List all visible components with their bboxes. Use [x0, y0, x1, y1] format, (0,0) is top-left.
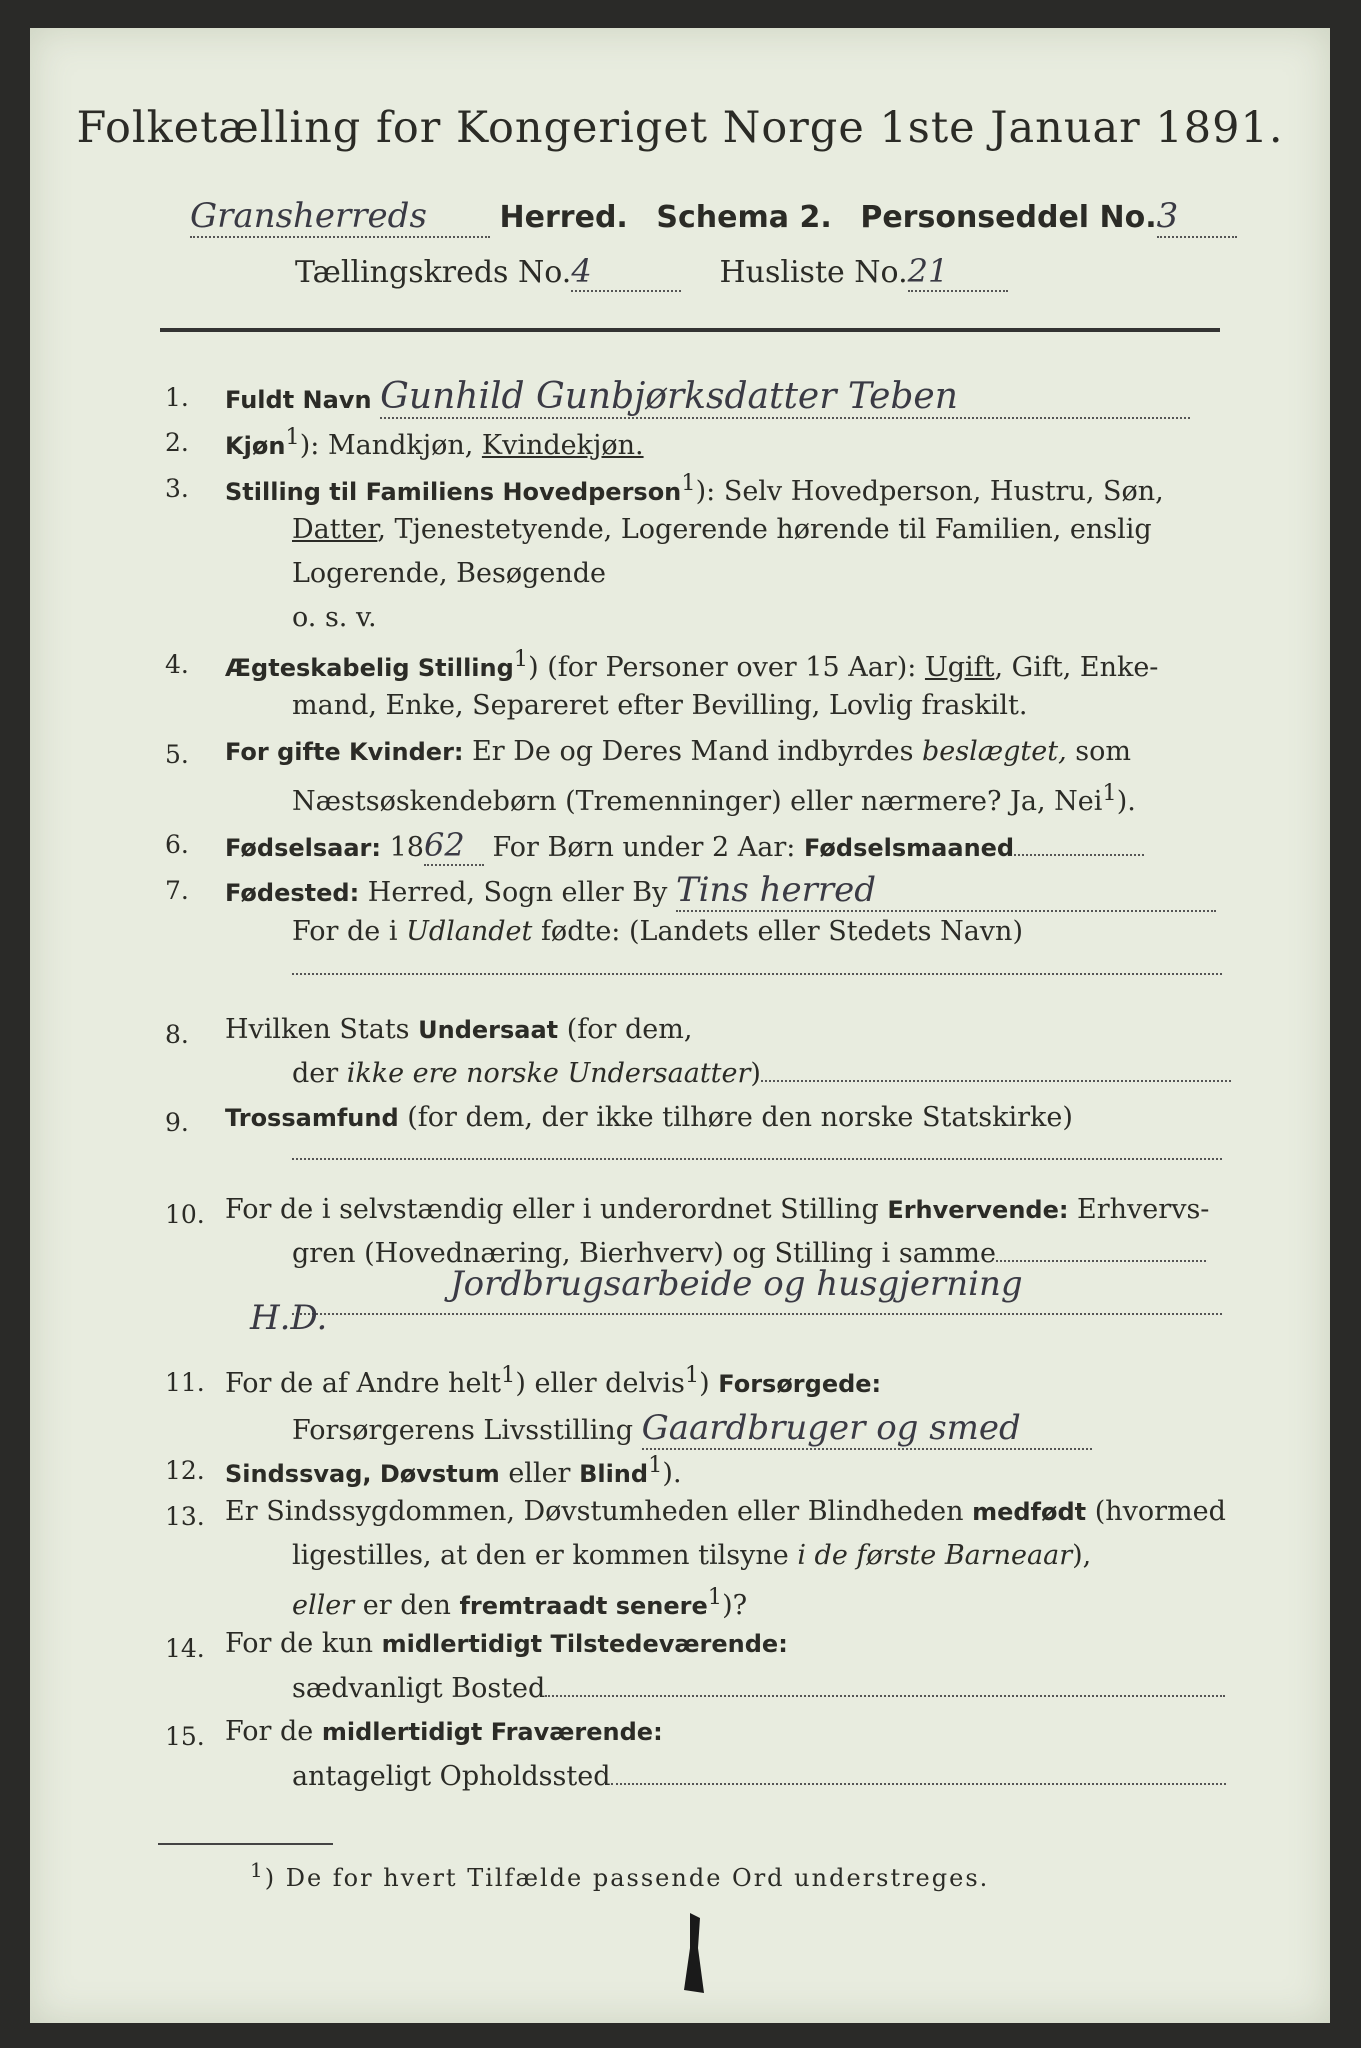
taellingskreds-label: Tællingskreds No.: [295, 255, 572, 290]
occupation-code-handwritten: H.D.: [250, 1298, 328, 1338]
field-temporary-present: [225, 1628, 788, 1659]
field-birthplace: [225, 870, 1216, 912]
herred-label: Herred.: [499, 200, 628, 235]
footnote-rule: [158, 1843, 333, 1845]
field-name: [225, 376, 1190, 419]
herred-line: [190, 196, 1237, 238]
field-text: 18: [381, 832, 424, 863]
field-label: midlertidigt Fraværende:: [321, 1718, 663, 1746]
field-birthyear: [225, 826, 1144, 866]
field-married-women-cont: Næstsøskendebørn (Tremenninger) eller nærmere? Ja, Nei$^1$).: [292, 780, 1136, 817]
field-label: Sindssvag, Døvstum: [225, 1460, 500, 1488]
field-text: (for dem, der ikke tilhøre den norske Statskirke): [398, 1102, 1073, 1133]
field-text: ): [750, 1058, 761, 1089]
field-subject: [225, 1014, 692, 1045]
field-text: For Børn under 2 Aar:: [483, 832, 804, 863]
field-label: Fødested:: [225, 879, 360, 907]
field-text: der: [292, 1058, 347, 1089]
personseddel-handwritten: 3: [1157, 196, 1237, 238]
field-text: ).: [662, 1458, 682, 1489]
field-number: 7.: [165, 876, 189, 905]
field-text: Næstsøskendebørn (Tremenninger) eller nærmere? Ja, Nei: [292, 786, 1103, 817]
field-abode: [292, 1761, 1226, 1792]
field-text: Herred, Sogn eller By: [359, 877, 668, 908]
field-occupation: [225, 1194, 1209, 1225]
field-number: 9.: [165, 1108, 189, 1137]
field-number: 1.: [165, 383, 189, 412]
field-number: 2.: [165, 428, 189, 457]
field-label: midlertidigt Tilstedeværende:: [381, 1630, 788, 1658]
field-text: ),: [1072, 1540, 1092, 1571]
field-text: som: [1066, 736, 1131, 767]
answer-line: [292, 973, 1222, 975]
field-label: Trossamfund: [225, 1104, 399, 1132]
field-number: 10.: [165, 1200, 205, 1229]
field-text: )?: [722, 1590, 748, 1621]
field-label: For gifte Kvinder:: [225, 738, 464, 766]
footnote-ref: 1: [285, 424, 300, 450]
field-text: ligestilles, at den er kommen tilsyne: [292, 1540, 798, 1571]
field-text-italic: Udlandet: [406, 916, 533, 947]
field-text-italic: beslægtet,: [922, 736, 1067, 767]
field-supported: For de af Andre helt$^1$) eller delvis$^1$) Forsørgede:: [225, 1362, 882, 1399]
field-text-italic: eller: [292, 1590, 355, 1621]
field-text: Hvilken Stats: [225, 1014, 419, 1045]
taellingskreds-handwritten: 4: [571, 252, 681, 292]
ink-blot: [670, 1908, 720, 1998]
field-text: Er De og Deres Mand indbyrdes: [463, 736, 923, 767]
field-number: 12.: [165, 1456, 205, 1485]
field-text: Erhvervs-: [1068, 1194, 1210, 1225]
field-label: fremtraadt senere: [459, 1592, 708, 1620]
field-text: Forsørgerens Livsstilling: [292, 1415, 634, 1446]
field-text: , Tjenestetyende, Logerende hørende til Familien, enslig: [377, 514, 1152, 545]
supporter-handwritten: Gaardbruger og smed: [642, 1408, 1092, 1450]
header-rule: [160, 328, 1220, 332]
herred-handwritten: Gransherreds: [190, 196, 490, 238]
field-text: ) eller delvis: [515, 1368, 685, 1399]
field-text: Er Sindssygdommen, Døvstumheden eller Blindheden: [225, 1496, 973, 1527]
field-text-italic: ikke ere norske Undersaatter: [346, 1058, 751, 1089]
field-text: For de i selvstændig eller i underordnet Stilling: [225, 1194, 888, 1225]
field-label: Kjøn: [225, 432, 286, 460]
field-text: For de i: [292, 916, 407, 947]
selected-option: Kvindekjøn.: [481, 430, 644, 461]
footnote: [250, 1858, 989, 1892]
field-text: ): Selv Hovedperson, Hustru, Søn,: [695, 476, 1164, 507]
field-text: eller: [499, 1458, 580, 1489]
field-text: (hvormed: [1086, 1496, 1226, 1527]
birthplace-handwritten: Tins herred: [676, 870, 1216, 912]
field-label: medfødt: [972, 1498, 1087, 1526]
answer-line: [292, 1313, 1222, 1315]
footnote-text: ) De for hvert Tilfælde passende Ord understreges.: [264, 1864, 990, 1892]
field-number: 11.: [165, 1368, 205, 1397]
selected-option: Datter: [292, 514, 378, 545]
field-text: ) (for Personer over 15 Aar):: [528, 652, 925, 683]
field-label: Fødselsaar:: [225, 834, 381, 862]
field-position-cont: [292, 514, 1152, 545]
taellingskreds-line: [295, 252, 1008, 292]
field-number: 4.: [165, 650, 189, 679]
field-subject-cont: [292, 1058, 1231, 1089]
field-text: ): [699, 1368, 719, 1399]
husliste-label: Husliste No.: [719, 255, 908, 290]
field-supporter: [292, 1408, 1092, 1450]
field-label: Ægteskabelig Stilling: [225, 654, 514, 682]
field-text: antageligt Opholdssted: [292, 1761, 611, 1792]
field-label: Erhvervende:: [887, 1196, 1069, 1224]
name-handwritten: Gunhild Gunbjørksdatter Teben: [380, 376, 1190, 419]
schema-label: Schema 2.: [656, 200, 832, 235]
field-text: er den: [354, 1590, 460, 1621]
occupation-handwritten: Jordbrugsarbeide og husgjerning: [450, 1264, 1023, 1304]
field-label: Blind: [579, 1460, 649, 1488]
field-text: o. s. v.: [292, 602, 377, 633]
field-label: Fuldt Navn: [225, 386, 372, 414]
field-text-italic: i de første Barneaar: [797, 1540, 1073, 1571]
field-text: For de: [225, 1716, 322, 1747]
field-text: ): Mandkjøn,: [299, 430, 482, 461]
field-married-women: [225, 736, 1131, 767]
answer-line: [292, 1158, 1222, 1160]
field-congenital-cont: [292, 1540, 1091, 1571]
selected-option: Ugift: [924, 652, 995, 683]
husliste-handwritten: 21: [908, 252, 1008, 292]
field-position: Stilling til Familiens Hovedperson$^1$): Selv Hovedperson, Hustru, Søn,: [225, 470, 1164, 507]
field-birthplace-abroad: [292, 916, 1023, 947]
form-title: Folketælling for Kongeriget Norge 1ste Januar 1891.: [76, 103, 1284, 153]
field-text: fødte: (Landets eller Stedets Navn): [532, 916, 1023, 947]
field-label: Fødselsmaaned: [804, 834, 1015, 862]
field-text: Logerende, Besøgende: [292, 558, 606, 589]
field-number: 6.: [165, 830, 189, 859]
field-text: For de kun: [225, 1628, 382, 1659]
field-text: , Gift, Enke-: [994, 652, 1159, 683]
field-number: 8.: [165, 1020, 189, 1049]
field-disability: Sindssvag, Døvstum eller Blind$^1$).: [225, 1452, 682, 1489]
birthyear-handwritten: 62: [424, 826, 484, 866]
field-text: (for dem,: [558, 1014, 693, 1045]
field-text: gren (Hovednæring, Bierhverv) og Stilling i samme: [292, 1238, 997, 1269]
field-number: 5.: [165, 740, 189, 769]
field-text: sædvanligt Bosted: [292, 1673, 546, 1704]
field-residence: [292, 1673, 1225, 1704]
census-form: [30, 28, 1330, 2023]
field-marital: Ægteskabelig Stilling$^1$) (for Personer over 15 Aar): Ugift, Gift, Enke-: [225, 646, 1159, 683]
field-temporary-absent: [225, 1716, 663, 1747]
footnote-sup: 1: [250, 1858, 265, 1882]
field-text: mand, Enke, Separeret efter Bevilling, Lovlig fraskilt.: [292, 690, 1028, 721]
field-congenital: [225, 1496, 1226, 1527]
field-number: 14.: [165, 1634, 205, 1663]
field-number: 3.: [165, 474, 189, 503]
field-label: Undersaat: [418, 1016, 559, 1044]
field-number: 13.: [165, 1502, 205, 1531]
field-label: Forsørgede:: [718, 1370, 882, 1398]
field-religion: [225, 1102, 1073, 1133]
field-text: For de af Andre helt: [225, 1368, 502, 1399]
field-number: 15.: [165, 1722, 205, 1751]
field-sex: [225, 424, 644, 461]
personseddel-label: Personseddel No.: [860, 200, 1157, 235]
field-label: Stilling til Familiens Hovedperson: [225, 478, 682, 506]
field-congenital-cont2: eller er den fremtraadt senere$^1$)?: [292, 1584, 748, 1621]
